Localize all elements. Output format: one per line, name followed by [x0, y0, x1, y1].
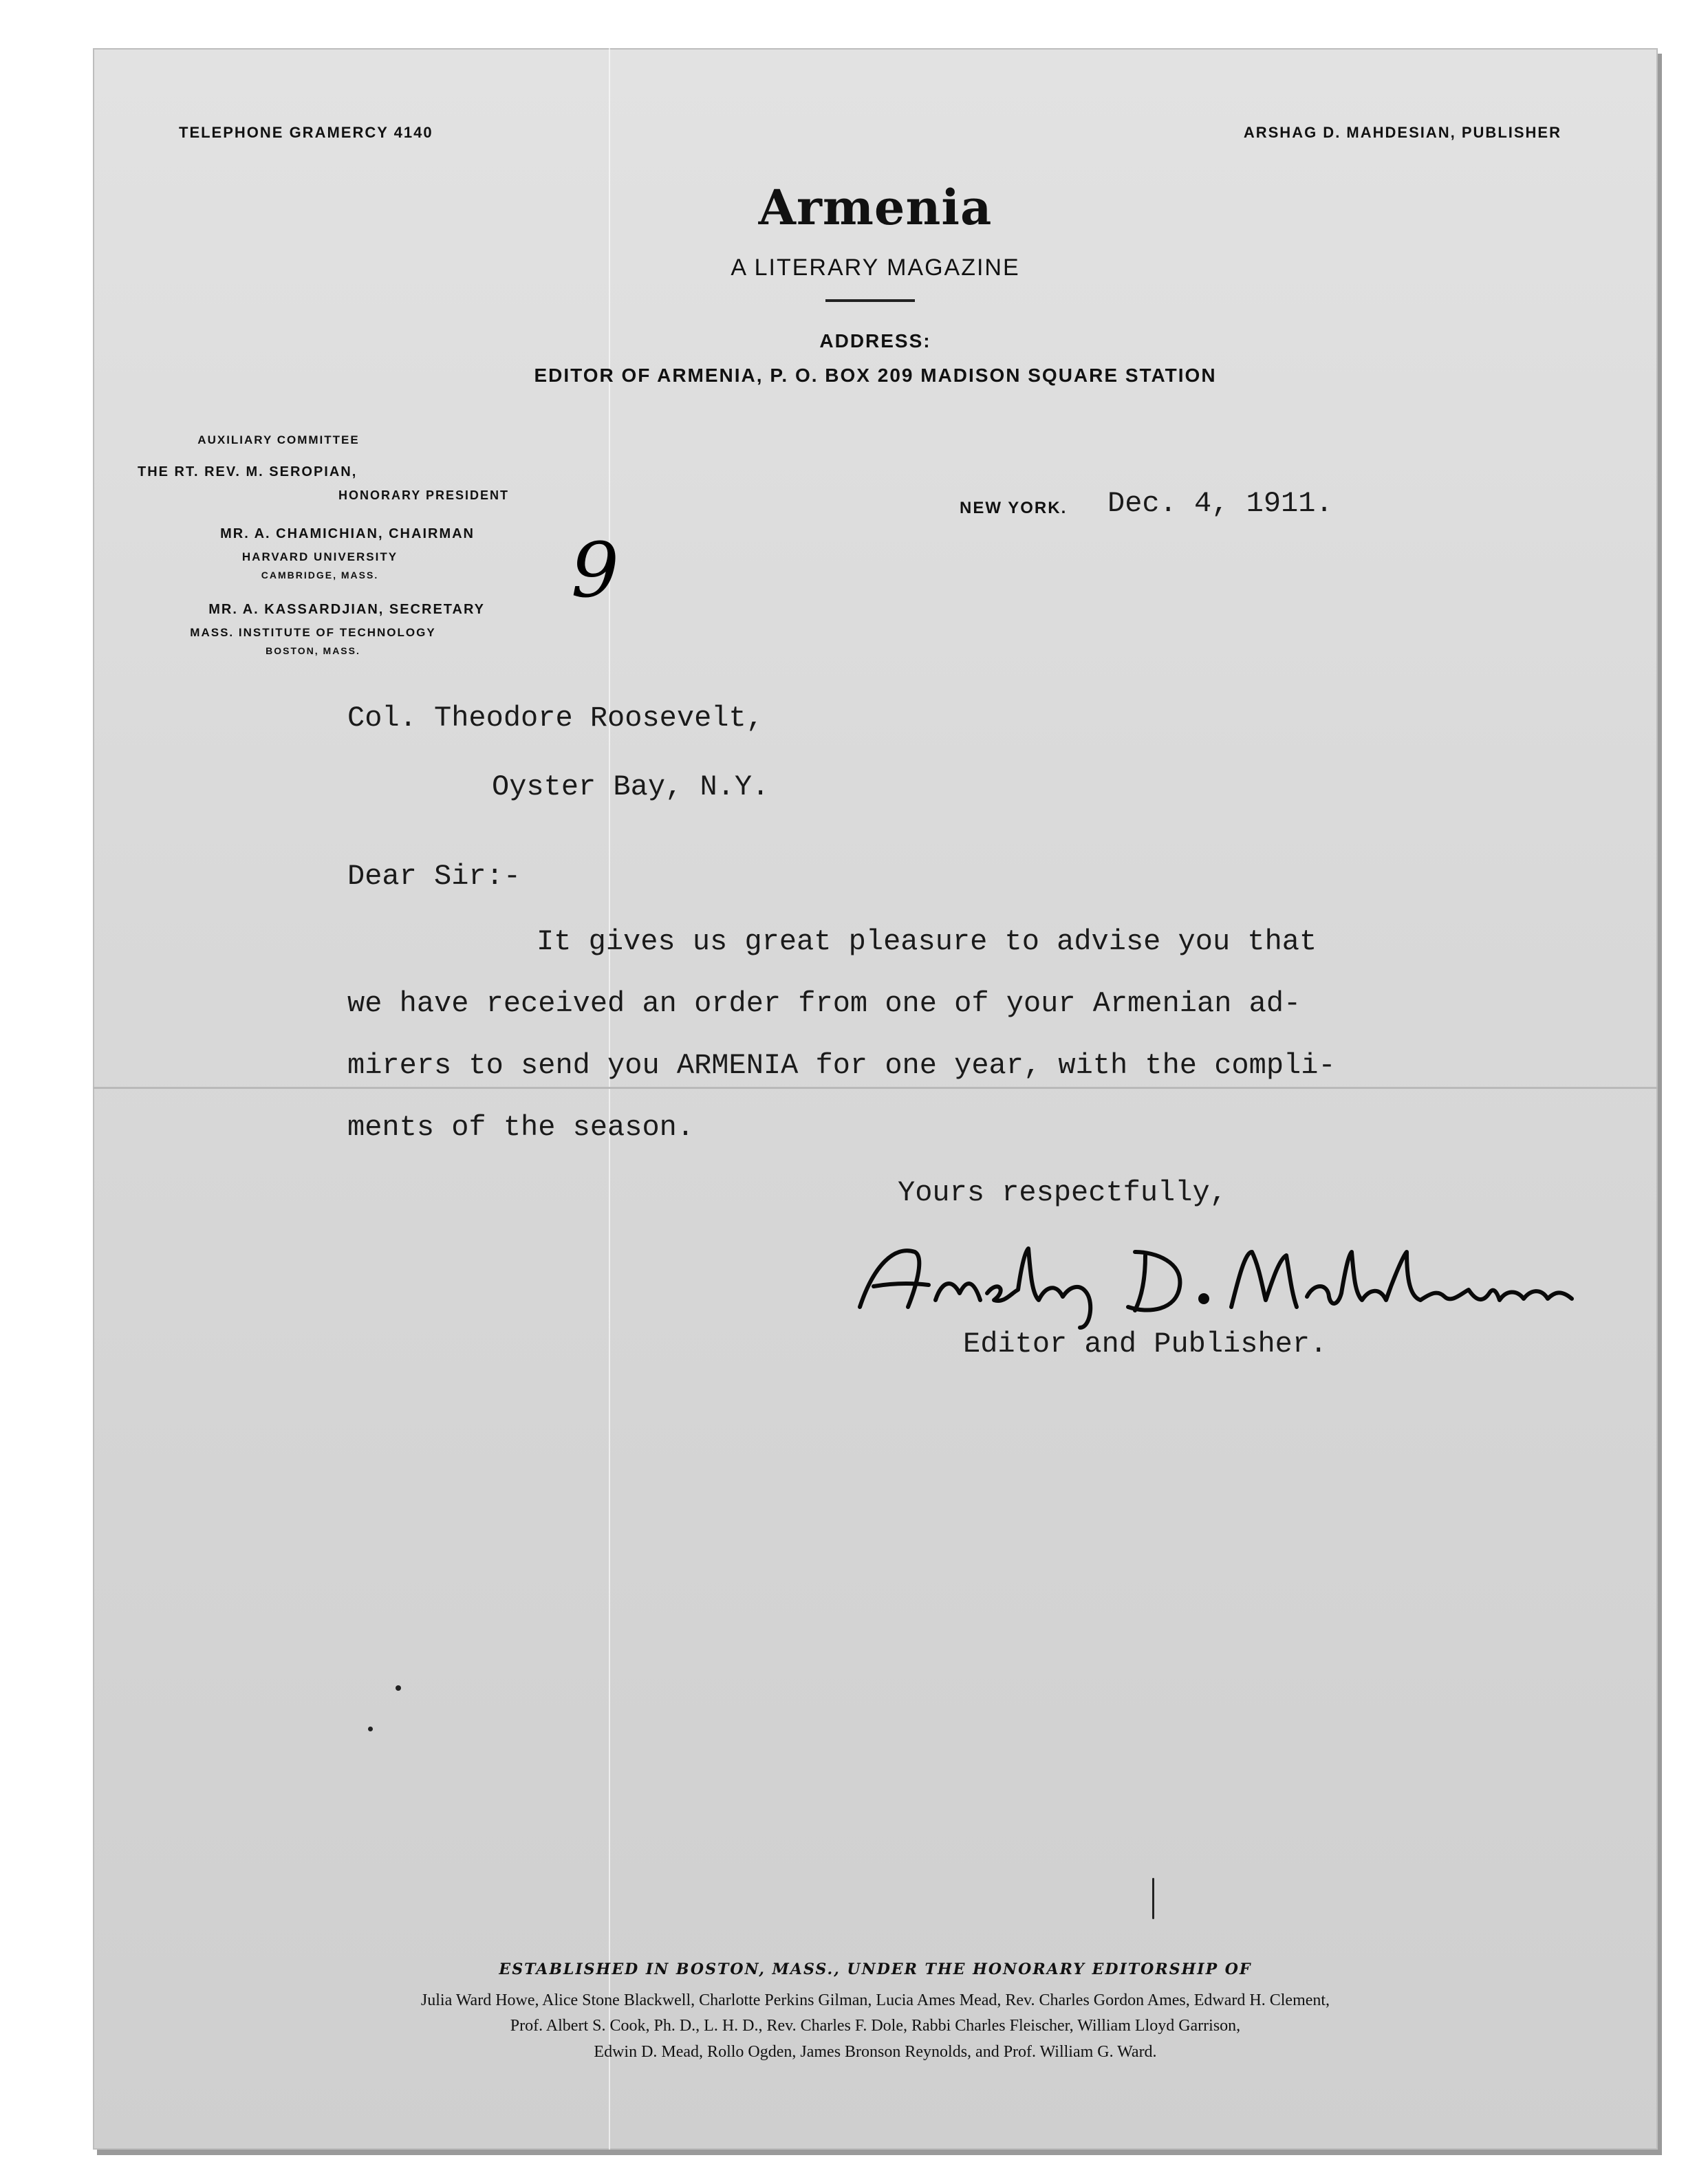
- footer-heading: ESTABLISHED IN BOSTON, MASS., UNDER THE HONORARY EDITORSHIP OF: [499, 1960, 1252, 1978]
- committee-member-affiliation: MASS. INSTITUTE OF TECHNOLOGY: [190, 626, 436, 639]
- signature-image: [832, 1224, 1658, 1334]
- addressee-name: Col. Theodore Roosevelt,: [347, 702, 764, 735]
- masthead-title: Armenia: [758, 179, 993, 236]
- committee-title: AUXILIARY COMMITTEE: [197, 433, 360, 446]
- address-line: EDITOR OF ARMENIA, P. O. BOX 209 MADISON SQUARE STATION: [534, 365, 1217, 386]
- paper-speck: [368, 1727, 373, 1731]
- fold-crease-horizontal: [93, 1087, 1658, 1089]
- salutation: Dear Sir:-: [347, 860, 521, 893]
- masthead-subtitle: A LITERARY MAGAZINE: [731, 255, 1020, 281]
- fold-crease-vertical: [609, 48, 610, 2150]
- body-line: ments of the season.: [347, 1111, 695, 1144]
- closing: Yours respectfully,: [898, 1176, 1227, 1209]
- masthead-rule: [825, 299, 915, 302]
- letterhead-publisher: ARSHAG D. MAHDESIAN, PUBLISHER: [1243, 124, 1561, 141]
- committee-member-name: MR. A. KASSARDJIAN, SECRETARY: [208, 602, 485, 617]
- body-line: mirers to send you ARMENIA for one year, with the compli-: [347, 1049, 1336, 1082]
- dateline-date: Dec. 4, 1911.: [1107, 487, 1333, 520]
- letterhead-telephone: TELEPHONE GRAMERCY 4140: [179, 124, 433, 141]
- letter-page: [93, 48, 1658, 2150]
- committee-member-affiliation: HARVARD UNIVERSITY: [241, 550, 398, 563]
- paper-mark: [1152, 1878, 1154, 1919]
- signature: [832, 1224, 1658, 1338]
- committee-member-name: THE RT. REV. M. SEROPIAN,: [138, 464, 358, 479]
- address-label: ADDRESS:: [819, 330, 931, 352]
- committee-member-location: CAMBRIDGE, MASS.: [261, 570, 379, 581]
- footer-line: Prof. Albert S. Cook, Ph. D., L. H. D., Rev. Charles F. Dole, Rabbi Charles Fleischer, William Lloyd Garrison,: [510, 2017, 1241, 2035]
- footer-line: Julia Ward Howe, Alice Stone Blackwell, Charlotte Perkins Gilman, Lucia Ames Mead, Rev. Charles Gordon Ames, Edward H. Clement,: [420, 1991, 1330, 2009]
- body-line: It gives us great pleasure to advise you that: [537, 925, 1317, 958]
- addressee-city: Oyster Bay, N.Y.: [492, 770, 770, 803]
- handwritten-annotation: 9: [571, 526, 619, 614]
- paper-speck: [396, 1685, 401, 1691]
- committee-member-name: MR. A. CHAMICHIAN, CHAIRMAN: [220, 526, 475, 541]
- footer-line: Edwin D. Mead, Rollo Ogden, James Bronson Reynolds, and Prof. William G. Ward.: [594, 2043, 1157, 2061]
- dateline-place: NEW YORK.: [960, 499, 1068, 517]
- body-line: we have received an order from one of your Armenian ad-: [347, 987, 1301, 1020]
- committee-member-role: HONORARY PRESIDENT: [338, 488, 509, 502]
- signature-title: Editor and Publisher.: [963, 1328, 1328, 1361]
- committee-member-location: BOSTON, MASS.: [266, 645, 360, 656]
